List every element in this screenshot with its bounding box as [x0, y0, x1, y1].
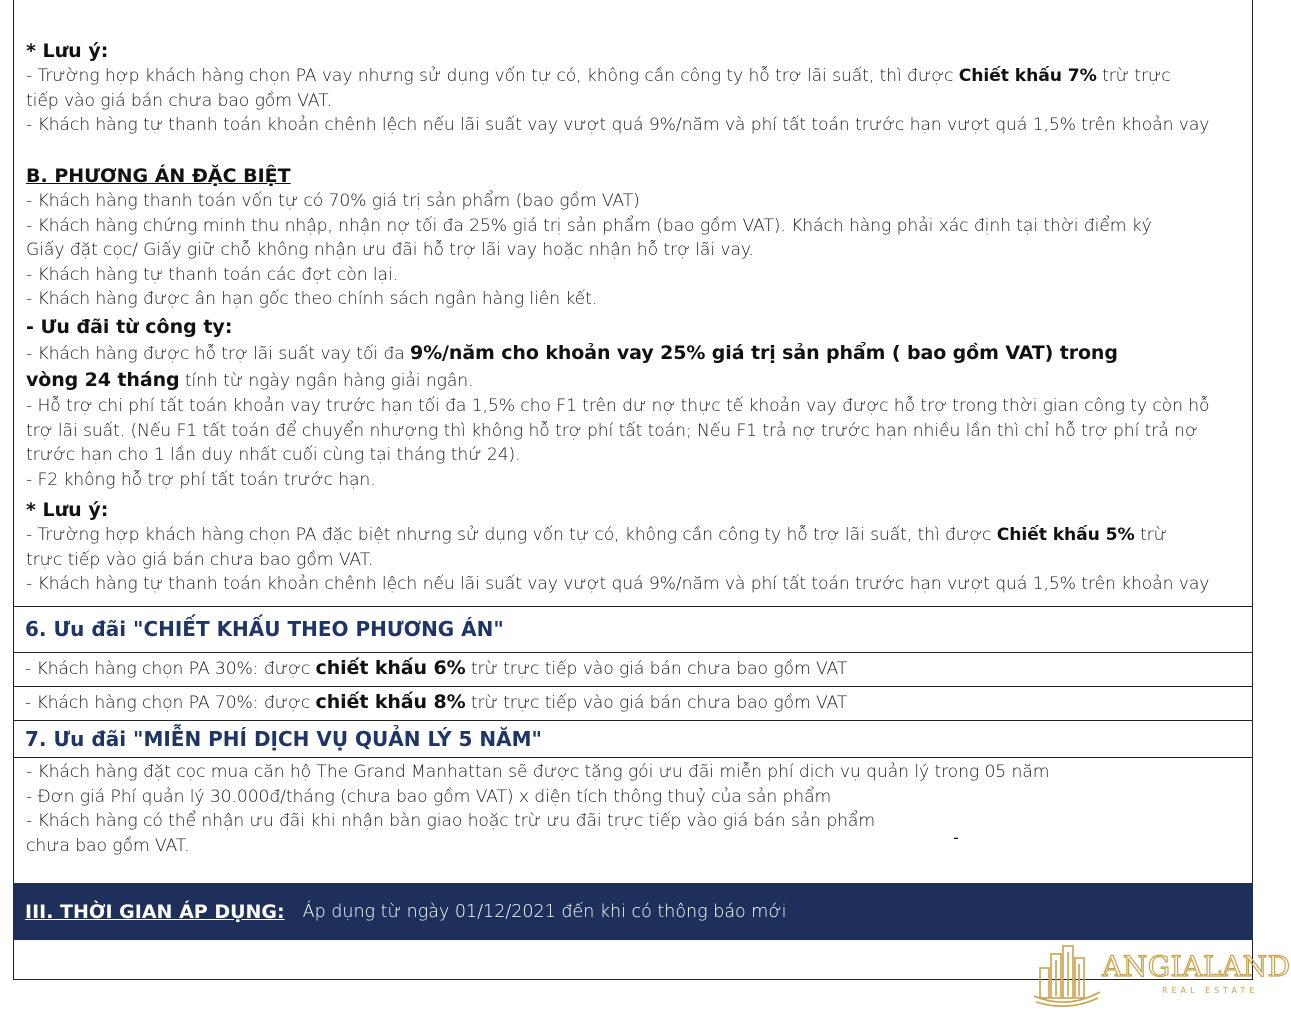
note-1-title: * Lưu ý:: [26, 40, 109, 62]
section-7-header: [13, 721, 1253, 758]
company-offer-line-1: - Khách hàng được hỗ trợ lãi suất vay tối đa 9%/năm cho khoản vay 25% giá trị sản phẩm ( bao gồm VAT) trong: [26, 341, 1118, 364]
section-b-line: - Khách hàng thanh toán vốn tự có 70% giá trị sản phẩm (bao gồm VAT): [26, 191, 640, 211]
note-1-line-2: tiếp vào giá bán chưa bao gồm VAT.: [26, 90, 332, 111]
section-7-line: - Đơn giá Phí quản lý 30.000đ/tháng (chưa bao gồm VAT) x diện tích thông thuỷ của sản phẩm: [26, 786, 832, 807]
note-1: [13, 38, 1253, 138]
note-2-line-2: trực tiếp vào giá bán chưa bao gồm VAT.: [26, 549, 374, 570]
company-offer-line-6: - F2 không hỗ trợ phí tất toán trước hạn.: [26, 469, 376, 490]
section-6-row-2: - Khách hàng chọn PA 70%: được chiết khấu 8% trừ trực tiếp vào giá bán chưa bao gồm VAT: [13, 687, 1253, 721]
section-7-title: 7. Ưu đãi "MIỄN PHÍ DỊCH VỤ QUẢN LÝ 5 NĂM": [25, 727, 542, 751]
section-6-row-1: - Khách hàng chọn PA 30%: được chiết khấu 6% trừ trực tiếp vào giá bán chưa bao gồm VAT: [13, 653, 1253, 687]
note-1-line-3: - Khách hàng tự thanh toán khoản chênh lệch nếu lãi suất vay vượt quá 9%/năm và phí tất toán trước hạn vượt quá 1,5% trên khoản vay: [26, 115, 1210, 136]
company-offer-title: - Ưu đãi từ công ty:: [26, 315, 233, 338]
angialand-logo: [1032, 940, 1291, 1006]
application-period-title: III. THỜI GIAN ÁP DỤNG:: [25, 900, 285, 923]
section-b-line: - Khách hàng được ân hạn gốc theo chính sách ngân hàng liên kết.: [26, 289, 598, 310]
section-b: [13, 163, 1253, 492]
section-b-line: Giấy đặt cọc/ Giấy giữ chỗ không nhận ưu đãi hỗ trợ lãi vay hoặc nhận hỗ trợ lãi vay.: [26, 240, 754, 261]
company-offer-line-3: - Hỗ trợ chi phí tất toán khoản vay trước hạn tối đa 1,5% cho F1 trên dư nợ thực tế khoản vay được hỗ trợ trong thời gian công ty còn hỗ: [26, 395, 1210, 416]
company-offer-line-4: trợ lãi suất. (Nếu F1 tất toán để chuyển nhượng thì không hỗ trợ phí tất toán; Nếu F1 trả nợ trước hạn nhiều lần thì chỉ hỗ trợ phí trả nợ: [26, 420, 1198, 441]
section-7-line: chưa bao gồm VAT.: [26, 835, 190, 856]
logo-subtitle: REAL ESTATE: [1162, 986, 1259, 995]
note-2-line-3: - Khách hàng tự thanh toán khoản chênh lệch nếu lãi suất vay vượt quá 9%/năm và phí tất toán trước hạn vượt quá 1,5% trên khoản vay: [26, 574, 1210, 595]
application-period-text: Áp dụng từ ngày 01/12/2021 đến khi có thông báo mới: [302, 901, 787, 922]
logo-name: ANGIALAND: [1102, 950, 1291, 983]
note-2-title: * Lưu ý:: [26, 499, 109, 521]
section-6-header: [13, 606, 1253, 653]
company-offer-line-2: vòng 24 tháng tính từ ngày ngân hàng giải ngân.: [26, 368, 474, 391]
note-2: [13, 497, 1253, 597]
company-offer-line-5: trước hạn cho 1 lần duy nhất cuối cùng tại tháng thứ 24).: [26, 445, 521, 466]
note-2-line-1: - Trường hợp khách hàng chọn PA đặc biệt nhưng sử dụng vốn tự có, không cần công ty hỗ trợ lãi suất, thì được Chiết khấu 5% trừ: [26, 525, 1167, 545]
section-7-body: [13, 760, 1253, 858]
section-7-line: - Khách hàng có thể nhận ưu đãi khi nhận bàn giao hoặc trừ ưu đãi trực tiếp vào giá bán sản phẩm: [26, 811, 876, 832]
section-b-line: - Khách hàng tự thanh toán các đợt còn lại.: [26, 264, 398, 285]
section-b-title: B. PHƯƠNG ÁN ĐẶC BIỆT: [26, 165, 291, 187]
section-7-line: - Khách hàng đặt cọc mua căn hộ The Grand Manhattan sẽ được tặng gói ưu đãi miễn phí dịch vụ quản lý trong 05 năm: [26, 762, 1050, 782]
building-icon: [1032, 940, 1102, 1006]
section-6-title: 6. Ưu đãi "CHIẾT KHẤU THEO PHƯƠNG ÁN": [25, 617, 504, 641]
application-period-band: [13, 883, 1253, 940]
section-b-line: - Khách hàng chứng minh thu nhập, nhận nợ tối đa 25% giá trị sản phẩm (bao gồm VAT). Khách hàng phải xác định tại thời điểm ký: [26, 215, 1152, 236]
note-1-line-1: - Trường hợp khách hàng chọn PA vay nhưng sử dụng vốn tự có, không cần công ty hỗ trợ lãi suất, thì được Chiết khấu 7% trừ trực: [26, 66, 1171, 86]
stray-dash: -: [953, 828, 959, 847]
